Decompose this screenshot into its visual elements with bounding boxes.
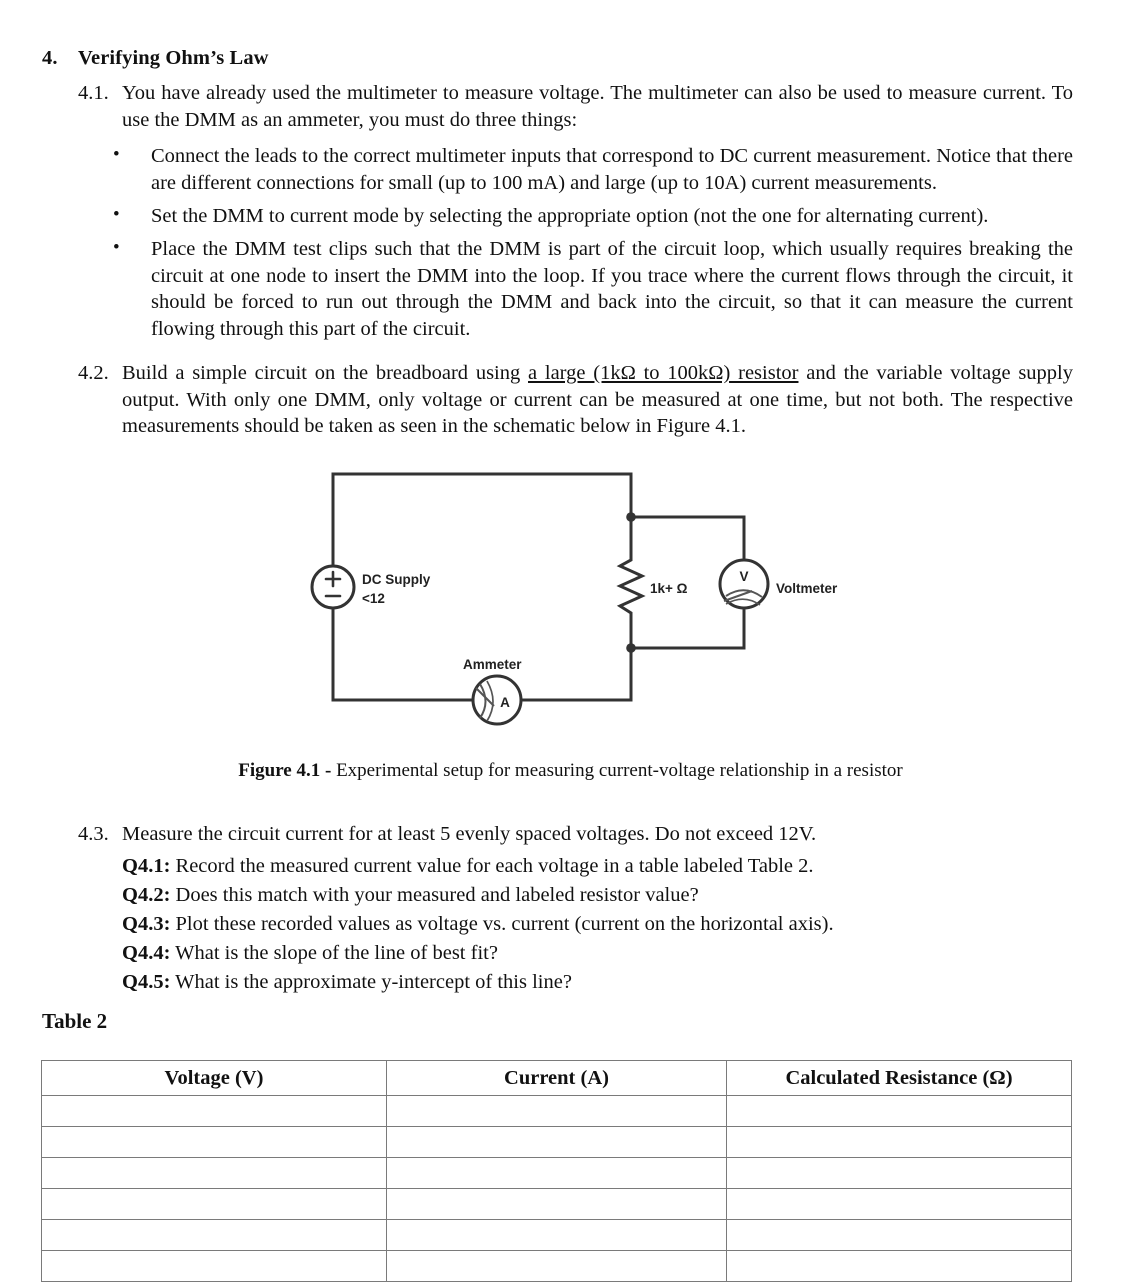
item-4-3-text: Measure the circuit current for at least 5 evenly spaced voltages. Do not exceed 12V.	[122, 823, 817, 845]
question-text: Record the measured current value for each voltage in a table labeled Table 2.	[170, 855, 814, 877]
bullet-marker-icon: •	[113, 204, 120, 225]
section-number: 4.	[42, 47, 58, 69]
node-dot-bottom	[626, 643, 636, 653]
table-row	[42, 1158, 1072, 1189]
table-title: Table 2	[42, 1009, 108, 1033]
item-4-2-text-after: and the variable voltage supply output. With only one DMM, only voltage or current can be measured at one time, but not both. The respective measurements should be taken as seen in the schematic below in Figure 4.1.	[122, 362, 1073, 437]
bullet-marker-icon: •	[113, 237, 120, 258]
bullet-text: Connect the leads to the correct multimeter inputs that correspond to DC current measurement. Notice that there are different connections for small (up to 100 mA) and large (up to 10A) current measurements.	[151, 145, 1073, 194]
table-cell-voltage[interactable]	[42, 1096, 387, 1127]
table-cell-resistance[interactable]	[727, 1158, 1072, 1189]
item-4-1-text: You have already used the multimeter to measure voltage. The multimeter can also be used to measure current. To use the DMM as an ammeter, you must do three things:	[122, 82, 1073, 131]
item-4-3	[78, 821, 978, 848]
bullet-text: Place the DMM test clips such that the DMM is part of the circuit loop, which usually requires breaking the circuit at one node to insert the DMM into the loop. If you trace where the current flows through the circuit, it should be forced to run out through the DMM and back into the circuit, so that it can measure the current flowing through this part of the circuit.	[151, 238, 1073, 340]
table-cell-current[interactable]	[387, 1251, 727, 1282]
table-header-resistance: Calculated Resistance (Ω)	[727, 1061, 1072, 1096]
table-cell-voltage[interactable]	[42, 1127, 387, 1158]
dc-supply-label-line2: <12	[362, 591, 385, 606]
section-title: Verifying Ohm’s Law	[78, 47, 269, 69]
table-cell-current[interactable]	[387, 1220, 727, 1251]
table-cell-resistance[interactable]	[727, 1127, 1072, 1158]
table-row	[42, 1127, 1072, 1158]
table-cell-current[interactable]	[387, 1158, 727, 1189]
section-heading	[42, 47, 269, 70]
question-item	[122, 882, 1022, 908]
ammeter-a-letter: A	[500, 695, 510, 710]
question-text: Does this match with your measured and labeled resistor value?	[170, 884, 699, 906]
table-cell-current[interactable]	[387, 1127, 727, 1158]
item-4-1-label: 4.1.	[78, 82, 109, 104]
bullet-text: Set the DMM to current mode by selecting the appropriate option (not the one for alternating current).	[151, 205, 989, 227]
dc-supply-label-line1: DC Supply	[362, 572, 431, 587]
item-4-2-text	[122, 360, 1073, 440]
figure-caption-number: Figure 4.1 -	[238, 760, 337, 781]
measurements-table	[41, 1060, 1072, 1282]
bullet-item	[113, 236, 1073, 342]
table-cell-resistance[interactable]	[727, 1251, 1072, 1282]
item-4-2	[78, 360, 1073, 440]
table-header-current: Current (A)	[387, 1061, 727, 1096]
voltmeter-v-letter: V	[739, 569, 749, 584]
question-label: Q4.1:	[122, 855, 171, 877]
table-row	[42, 1251, 1072, 1282]
table-header-voltage: Voltage (V)	[42, 1061, 387, 1096]
figure-caption-text: Experimental setup for measuring current-voltage relationship in a resistor	[336, 760, 903, 781]
table-cell-voltage[interactable]	[42, 1251, 387, 1282]
node-dot-top	[626, 512, 636, 522]
table-cell-voltage[interactable]	[42, 1220, 387, 1251]
question-item	[122, 940, 1022, 966]
figure-caption	[0, 760, 1141, 782]
table-row	[42, 1096, 1072, 1127]
question-item	[122, 969, 1022, 995]
table-row	[42, 1220, 1072, 1251]
ammeter-label: Ammeter	[463, 657, 522, 672]
question-label: Q4.5:	[122, 971, 171, 993]
question-text: What is the slope of the line of best fit?	[170, 942, 498, 964]
question-list	[122, 853, 1022, 998]
table-cell-current[interactable]	[387, 1189, 727, 1220]
resistor-symbol	[620, 555, 642, 620]
bullet-marker-icon: •	[113, 144, 120, 165]
question-label: Q4.4:	[122, 942, 171, 964]
table-cell-current[interactable]	[387, 1096, 727, 1127]
table-cell-resistance[interactable]	[727, 1189, 1072, 1220]
table-cell-resistance[interactable]	[727, 1096, 1072, 1127]
question-item	[122, 853, 1022, 879]
question-text: What is the approximate y-intercept of this line?	[170, 971, 572, 993]
item-4-2-label: 4.2.	[78, 362, 109, 384]
voltmeter-label: Voltmeter	[776, 581, 838, 596]
table-cell-voltage[interactable]	[42, 1189, 387, 1220]
question-label: Q4.2:	[122, 884, 171, 906]
bullet-item	[113, 203, 1073, 230]
bullet-item	[113, 143, 1073, 196]
item-4-2-underlined-phrase: a large (1kΩ to 100kΩ) resistor	[528, 362, 799, 384]
table-header-row	[42, 1061, 1072, 1096]
item-4-3-label: 4.3.	[78, 823, 109, 845]
table-cell-resistance[interactable]	[727, 1220, 1072, 1251]
table-row	[42, 1189, 1072, 1220]
question-item	[122, 911, 1022, 937]
item-4-2-text-before: Build a simple circuit on the breadboard using	[122, 362, 529, 384]
table-cell-voltage[interactable]	[42, 1158, 387, 1189]
circuit-svg	[300, 460, 900, 740]
item-4-1	[78, 80, 1073, 133]
resistor-label: 1k+ Ω	[650, 581, 688, 596]
circuit-schematic-figure	[300, 460, 900, 740]
question-text: Plot these recorded values as voltage vs. current (current on the horizontal axis).	[170, 913, 834, 935]
question-label: Q4.3:	[122, 913, 171, 935]
